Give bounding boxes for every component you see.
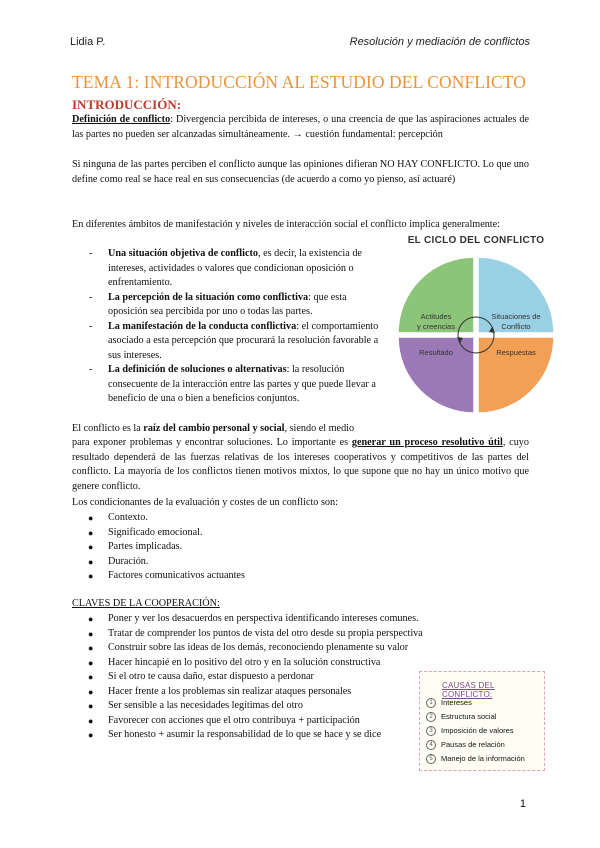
cycle-arrow-icon [458,317,494,353]
list-item: ● Ser sensible a las necesidades legítimas del otro [88,700,303,711]
paragraph-process: para exponer problemas y encontrar soluciones. Lo importante es generar un proceso resolutivo útil, cuyo resultado dependerá de las fuerzas relativas de los intereses cooperativos y competitivos de las partes del conflicto. La mayoría de los conflictos tienen motivos mixtos, lo que supone que no hay un único motivo que genere conflicto. [72,437,529,492]
paragraph-implies: En diferentes ámbitos de manifestación y niveles de interacción social el conflicto implica generalmente: [72,219,500,230]
list-item: ● Significado emocional. [88,526,203,538]
cycle-label-situations-1: Situaciones de [491,312,541,321]
definition-text: : Divergencia percibida de intereses, o una creencia de que las aspiraciones actuales de las partes no pueden ser alcanzadas simultáneamente. → cuestión fundamental: percepción [72,114,529,140]
causes-title: CAUSAS DEL CONFLICTO: [442,681,495,699]
list-item: 1 Intereses [426,696,525,710]
causes-box [419,671,545,771]
cycle-label-attitudes-1: Actitudes [420,312,452,321]
list-item: 4 Pausas de relación [426,738,525,752]
claves-list [88,612,428,743]
cycle-svg [396,255,556,415]
page-title: TEMA 1: INTRODUCCIÓN AL ESTUDIO DEL CONFLICTO [72,72,526,92]
header-author: Lidia P. [70,36,106,48]
conflict-cycle-diagram [392,235,560,420]
list-item: - La definición de soluciones o alternativas: la resolución consecuente de la interacción entre las partes y que puede llevar a beneficio de una o bien a beneficios conjuntos. [89,364,376,404]
section-subtitle: INTRODUCCIÓN: [72,97,182,112]
list-item: ● Poner y ver los desacuerdos en perspectiva identificando intereses comunes. [88,613,419,624]
list-item: ● Si el otro te causa daño, estar dispuesto a perdonar [88,671,314,682]
header-course: Resolución y mediación de conflictos [349,36,530,48]
causes-list [426,696,525,766]
list-item: ● Duración. [88,555,149,567]
paragraph-root-change: El conflicto es la raíz del cambio personal y social, siendo el medio [72,423,355,434]
list-item: 5 Manejo de la información [426,752,525,766]
cycle-label-situations-2: Conflicto [501,322,531,331]
cycle-title: EL CICLO DEL CONFLICTO [407,235,545,246]
list-item: ● Construir sobre las ideas de los demás, reconociendo plenamente su valor [88,642,409,653]
list-item: ● Favorecer con acciones que el otro contribuya + participación [88,714,360,726]
conditioners-list [88,511,245,584]
cycle-label-attitudes-2: y creencias [417,322,455,331]
paragraph-no-conflict: Si ninguna de las partes perciben el conflicto aunque las opiniones difieran NO HAY CONFLICTO. Lo que uno define como real se hace real en sus consecuencias (de acuerdo a como yo pienso, así actuaré) [72,159,529,185]
list-item: ● Tratar de comprender los puntos de vista del otro desde su propia perspectiva [88,627,423,639]
definition-paragraph [72,113,529,142]
claves-heading: CLAVES DE LA COOPERACIÓN: [72,598,220,609]
list-item: ● Ser honesto + asumir la responsabilidad de lo que se hace y se dice [88,729,382,740]
list-item: 2 Estructura social [426,710,525,724]
list-item: - Una situación objetiva de conflicto, es decir, la existencia de intereses, actividades o valores que condicionan oposición o enfrentamiento. [89,248,362,288]
definition-term: Definición de conflicto [72,114,171,125]
list-item: ● Hacer frente a los problemas sin realizar ataques personales [88,685,352,697]
list-item: 3 Imposición de valores [426,724,525,738]
page-number: 1 [519,798,526,810]
list-item: ● Factores comunicativos actuantes [88,570,245,581]
list-item: - La percepción de la situación como conflictiva: que esta oposición sea percibida por uno o todas las partes. [89,291,347,317]
conflict-components-list [86,247,382,407]
cycle-label-result: Resultado [419,348,453,357]
list-item: - La manifestación de la conducta conflictiva: el comportamiento asociado a esta percepción que procurará la resolución favorable a sus intereses. [89,320,379,361]
cycle-label-responses: Respuestas [496,348,536,357]
list-item: ● Hacer hincapié en lo positivo del otro y en la solución constructiva [88,656,381,668]
list-item: ● Partes implicadas. [88,541,183,552]
paragraph-conditioners: Los condicionantes de la evaluación y costes de un conflicto son: [72,497,338,508]
list-item: ● Contexto. [88,512,148,523]
